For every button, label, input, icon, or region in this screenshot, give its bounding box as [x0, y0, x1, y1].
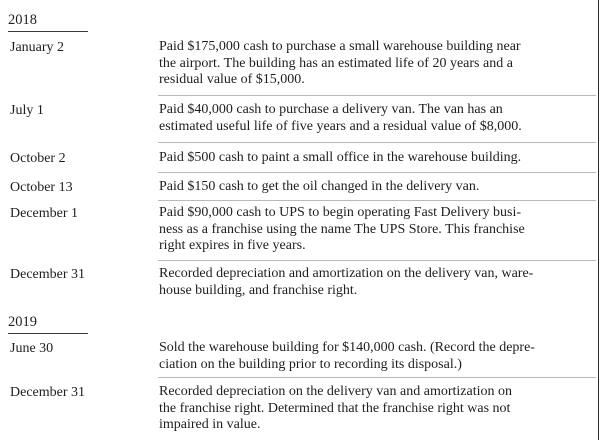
description-line: residual value of $15,000. — [159, 72, 305, 87]
entry-date: October 2 — [10, 151, 66, 166]
row-divider — [158, 260, 596, 261]
year-heading-2019: 2019 — [8, 314, 88, 334]
entry-date: December 31 — [10, 385, 86, 400]
description-line: estimated useful life of five years and a residual value of $8,000. — [159, 118, 522, 134]
description-line: the airport. The building has an estimated life of 20 years and a — [159, 55, 513, 71]
description-line: the franchise right. Determined that the franchise right was not — [159, 400, 511, 416]
entry-description — [159, 39, 593, 89]
entry-date: December 31 — [10, 267, 86, 282]
description-line: Recorded depreciation and amortization on the delivery van, ware- — [159, 266, 534, 281]
row-divider — [158, 200, 596, 201]
description-line: ness as a franchise using the name The UPS Store. This franchise — [159, 221, 525, 237]
entry-description — [159, 205, 593, 255]
year-heading-2018: 2018 — [8, 12, 88, 32]
description-line: Paid $150 cash to get the oil changed in the delivery van. — [159, 179, 480, 194]
entry-description — [159, 179, 593, 196]
entry-date: June 30 — [10, 341, 54, 356]
entry-description — [159, 340, 593, 373]
row-divider — [158, 95, 596, 96]
entry-date: January 2 — [10, 40, 65, 55]
row-divider — [158, 377, 596, 378]
description-line: right expires in five years. — [159, 238, 306, 253]
description-line: Sold the warehouse building for $140,000 cash. (Record the depre- — [159, 340, 535, 355]
entry-description — [159, 150, 593, 167]
description-line: Paid $40,000 cash to purchase a delivery van. The van has an — [159, 102, 503, 117]
entry-date: July 1 — [10, 103, 44, 118]
description-line: Paid $175,000 cash to purchase a small warehouse building near — [159, 39, 521, 54]
description-line: Recorded depreciation on the delivery van and amortization on — [159, 384, 512, 399]
description-line: ciation on the building prior to recording its disposal.) — [159, 356, 462, 372]
description-line: Paid $90,000 cash to UPS to begin operating Fast Delivery busi- — [159, 205, 522, 220]
page-edge-line — [598, 0, 599, 440]
description-line: impaired in value. — [159, 417, 261, 432]
entry-date: December 1 — [10, 206, 79, 221]
entry-description — [159, 384, 593, 434]
description-line: Paid $500 cash to paint a small office in the warehouse building. — [159, 150, 522, 165]
entry-description — [159, 266, 593, 299]
row-divider — [158, 142, 596, 143]
entry-date: October 13 — [10, 180, 73, 195]
description-line: house building, and franchise right. — [159, 282, 358, 298]
row-divider — [158, 172, 596, 173]
entry-description — [159, 102, 593, 135]
